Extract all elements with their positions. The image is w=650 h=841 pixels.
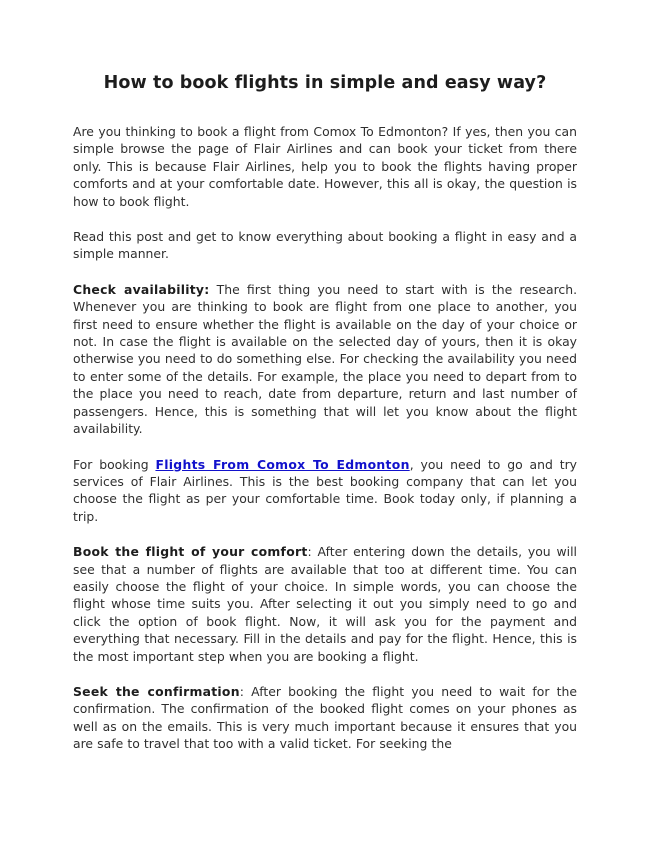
paragraph-seek-confirmation-text: : After booking the flight you need to wait for the confirmation. The confirmation of the booked flight comes on your phones as well as on the emails. This is very much important because it ensures that you are safe to travel that too with a valid ticket. For seeking the — [73, 683, 577, 752]
paragraph-intro: Are you thinking to book a flight from Comox To Edmonton? If yes, then you can simple browse the page of Flair Airlines and can book your ticket from there only. This is because Flair Airlines, help you to book the flights having proper comforts and at your comfortable date. However, this all is okay, the question is how to book flight. — [73, 124, 577, 209]
paragraph-check-availability-text: The first thing you need to start with is the research. Whenever you are thinking to book are flight from one place to another, you first need to ensure whether the flight is available on the day of your choice or not. In case the flight is available on the selected day of yours, then it is okay otherwise you need to do something else. For checking the availability you need to enter some of the details. For example, the place you need to depart from to the place you need to reach, date from departure, return and last number of passengers. Hence, this is something that will let you know about the flight availability. — [73, 281, 578, 437]
paragraph-book-the-flight-text: : After entering down the details, you will see that a number of flights are available that too at different time. You can easily choose the flight of your choice. In simple words, you can choose the flight whose time suits you. After selecting it out you simply need to go and click the option of book flight. Now, it will ask you for the payment and everything that necessary. Fill in the details and pay for the flight. Hence, this is the most important step when you are booking a flight. — [73, 544, 577, 664]
lead-check-availability: Check availability: — [73, 281, 210, 297]
text-after-link: , you need to go and try services of Flair Airlines. This is the best booking company that can let you choose the flight as per your comfortable time. Book today only, if planning a trip. — [73, 456, 577, 524]
paragraph-check-availability — [73, 281, 577, 438]
paragraph-book-the-flight — [73, 543, 577, 665]
page-title: How to book flights in simple and easy way? — [103, 73, 547, 93]
lead-seek-confirmation: Seek the confirmation — [73, 683, 240, 699]
paragraph-for-booking — [73, 456, 577, 526]
lead-book-the-flight: Book the flight of your comfort — [73, 544, 308, 560]
flights-comox-edmonton-link[interactable]: Flights From Comox To Edmonton — [155, 456, 410, 472]
document-body — [73, 72, 577, 753]
paragraph-seek-confirmation — [73, 683, 577, 753]
paragraph-read-post: Read this post and get to know everything about booking a flight in easy and a simple manner. — [73, 229, 577, 262]
text-before-link: For booking — [73, 456, 156, 472]
